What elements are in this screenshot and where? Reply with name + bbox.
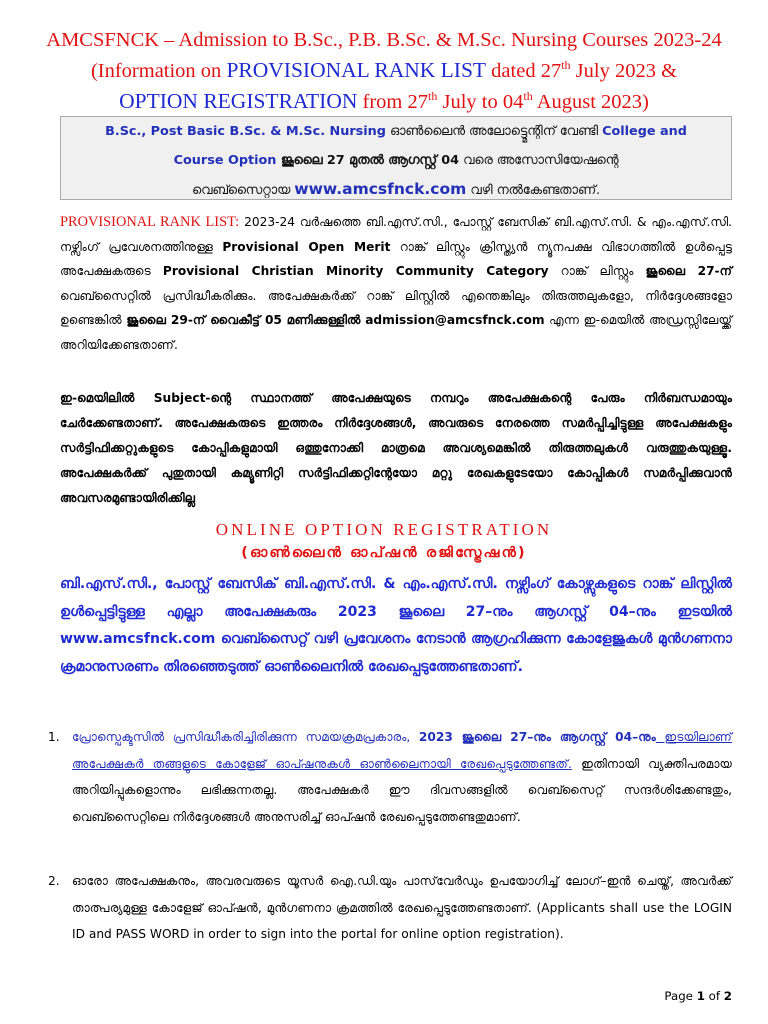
title-line-2: (Information on PROVISIONAL RANK LIST dated 27th July 2023 & (90, 57, 678, 82)
list-number: 2. (48, 874, 60, 888)
notice-line-3: വെബ്സൈറ്റായ www.amcsfnck.com വഴി നൽകേണ്ടതാണ്. (191, 180, 601, 198)
list-text: ഓരോ അപേക്ഷകനും, അവരവരുടെ യൂസർ ഐ.ഡി.യും പാസ്‌വേർഡും ഉപയോഗിച്ച് ലോഗ്–ഇൻ ചെയ്ത്, അവർക്ക് താത്പര്യമുള്ള കോളേജ് ഓപ്ഷൻ, മുൻഗണനാ ക്രമത്തിൽ രേഖപ്പെടുത്തേണ്ടതാണ്. (Applicants shall use the LOGIN ID and PASS WORD in order to sign into the portal for online option registration). (72, 874, 732, 942)
notice-line-1: B.Sc., Post Basic B.Sc. & M.Sc. Nursing ഓൺലൈൻ അലോട്ട്മെന്റിന് വേണ്ടി College and (105, 124, 687, 139)
contact-email[interactable]: admission@amcsfnck.com (365, 313, 545, 328)
notice-line-2: Course Option ജൂലൈ 27 മുതൽ ആഗസ്റ്റ് 04 വരെ അസോസിയേഷന്റെ (173, 153, 619, 168)
option-heading-english: ONLINE OPTION REGISTRATION (215, 520, 553, 539)
document-title (0, 28, 768, 115)
option-registration-heading (0, 519, 768, 565)
rank-list-label: PROVISIONAL RANK LIST: (60, 214, 240, 230)
rank-list-paragraph: PROVISIONAL RANK LIST: 2023-24 വർഷത്തെ ബി.എസ്.സി., പോസ്റ്റ് ബേസിക് ബി.എസ്.സി. & എം.എസ്.സി. നഴ്സിംഗ് പ്രവേശനത്തിനുള്ള Provisional Open Merit റാങ്ക് ലിസ്റ്റും ക്രിസ്ത്യൻ ന്യൂനപക്ഷ വിഭാഗത്തിൽ ഉൾപ്പെട്ട അപേക്ഷകരുടെ Provisional Christian Minority Community Category റാങ്ക് ലിസ്റ്റും ജൂലൈ 27-ന് വെബ്സൈറ്റിൽ പ്രസിദ്ധീകരിക്കും. അപേക്ഷകർക്ക് റാങ്ക് ലിസ്റ്റിൽ എന്തെങ്കിലും തിരുത്തലുകളോ, നിർദ്ദേശങ്ങളോ ഉണ്ടെങ്കിൽ ജൂലൈ 29-ന് വൈകീട്ട് 05 മണിക്കുള്ളിൽ admission@amcsfnck.com എന്ന ഇ-മെയിൽ അഡ്രസ്സിലേയ്ക്ക് അറിയിക്കേണ്ടതാണ്. (60, 214, 733, 352)
option-registration-paragraph: ബി.എസ്.സി., പോസ്റ്റ് ബേസിക് ബി.എസ്.സി. & എം.എസ്.സി. നഴ്സിംഗ് കോഴ്സുകളുടെ റാങ്ക് ലിസ്റ്റിൽ ഉൾപ്പെട്ടിട്ടുള്ള എല്ലാ അപേക്ഷകരും 2023 ജൂലൈ 27–നും ആഗസ്റ്റ് 04–നും ഇടയിൽ www.amcsfnck.com വെബ്സൈറ്റ് വഴി പ്രവേശനം നേടാൻ ആഗ്രഹിക്കുന്ന കോളേജുകൾ മുൻഗണനാ ക്രമാനുസരണം തിരഞ്ഞെടുത്ത് ഓൺലൈനിൽ രേഖപ്പെടുത്തേണ്ടതാണ്. (60, 576, 732, 675)
website-link[interactable]: www.amcsfnck.com (294, 180, 467, 198)
title-line-1: AMCSFNCK – Admission to B.Sc., P.B. B.Sc. & M.Sc. Nursing Courses 2023-24 (46, 29, 722, 51)
email-instructions-paragraph: ഇ-മെയിലിൽ Subject-ന്റെ സ്ഥാനത്ത് അപേക്ഷയുടെ നമ്പറും അപേക്ഷകന്റെ പേരും നിർബന്ധമായും ചേർക്കേണ്ടതാണ്. അപേക്ഷകരുടെ ഇത്തരം നിർദ്ദേശങ്ങൾ, അവരുടെ നേരത്തെ സമർപ്പിച്ചിട്ടുള്ള അപേക്ഷകളും സർട്ടിഫിക്കറ്റുകളുടെ കോപ്പികളുമായി ഒത്തുനോക്കി മാത്രമെ അവശ്യമെങ്കിൽ തിരുത്തലുകൾ വരുത്തുകയുള്ളൂ. അപേക്ഷകർക്ക് പുതുതായി കമ്യൂണിറ്റി സർട്ടിഫിക്കറ്റിന്റേയോ മറ്റു രേഖകളുടേയോ കോപ്പികൾ സമർപ്പിക്കുവാൻ അവസരമുണ്ടായിരിക്കില്ല (60, 391, 732, 505)
notice-box (60, 116, 732, 200)
option-heading-malayalam: (ഓൺലൈൻ ഓപ്ഷൻ രജിസ്ട്രേഷൻ) (241, 545, 527, 561)
list-number: 1. (48, 730, 60, 744)
list-text: പ്രോസ്പെക്ടസിൽ പ്രസിദ്ധീകരിച്ചിരിക്കുന്ന സമയക്രമപ്രകാരം, 2023 ജൂലൈ 27–നും ആഗസ്റ്റ് 04–നും ഇടയിലാണ് അപേക്ഷകർ തങ്ങളുടെ കോളേജ് ഓപ്ഷനുകൾ ഓൺലൈനായി രേഖപ്പെടുത്തേണ്ടത്. ഇതിനായി വ്യക്തിപരമായ അറിയിപ്പുകളൊന്നും ലഭിക്കുന്നതല്ല. അപേക്ഷകർ ഈ ദിവസങ്ങളിൽ വെബ്സൈറ്റ് സന്ദർശിക്കേണ്ടതും, വെബ്സൈറ്റിലെ നിർദ്ദേശങ്ങൾ അനുസരിച്ച് ഓപ്ഷൻ രേഖപ്പെടുത്തേണ്ടതുമാണ്. (72, 730, 732, 824)
page-number: Page 1 of 2 (664, 989, 732, 1003)
title-line-3: OPTION REGISTRATION from 27th July to 04th August 2023) (119, 88, 649, 113)
